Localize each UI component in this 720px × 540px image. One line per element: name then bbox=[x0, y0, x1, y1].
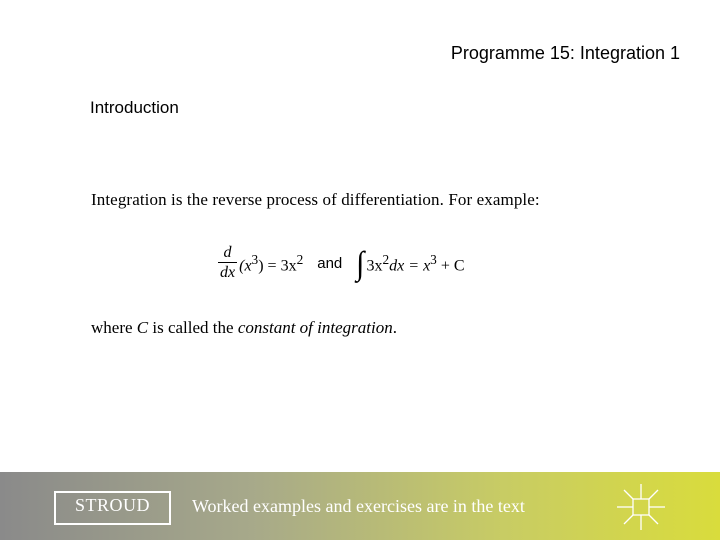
section-heading: Introduction bbox=[90, 98, 179, 117]
intro-paragraph: Integration is the reverse process of differentiation. For example: bbox=[91, 190, 540, 209]
integral-expression: $3x^2dx = x^3 + C$ bbox=[366, 251, 465, 275]
footer-bar bbox=[0, 472, 720, 540]
fraction-numerator: d bbox=[223, 244, 232, 261]
integral-sign: ∫ bbox=[356, 244, 365, 282]
footer-note: Worked examples and exercises are in the text bbox=[192, 496, 525, 516]
formula bbox=[218, 244, 465, 283]
constant-note: where C is called the constant of integration. bbox=[91, 318, 397, 337]
programme-title: Programme 15: Integration 1 bbox=[450, 43, 680, 63]
navigation-compass-icon[interactable] bbox=[615, 482, 667, 532]
fraction-denominator: dx bbox=[220, 264, 236, 281]
and-word: and bbox=[317, 255, 343, 272]
stroud-logo: STROUD bbox=[54, 491, 171, 525]
derivative-expression: $(x^3) = 3x^2$ bbox=[239, 251, 304, 275]
derivative-fraction bbox=[218, 244, 237, 283]
